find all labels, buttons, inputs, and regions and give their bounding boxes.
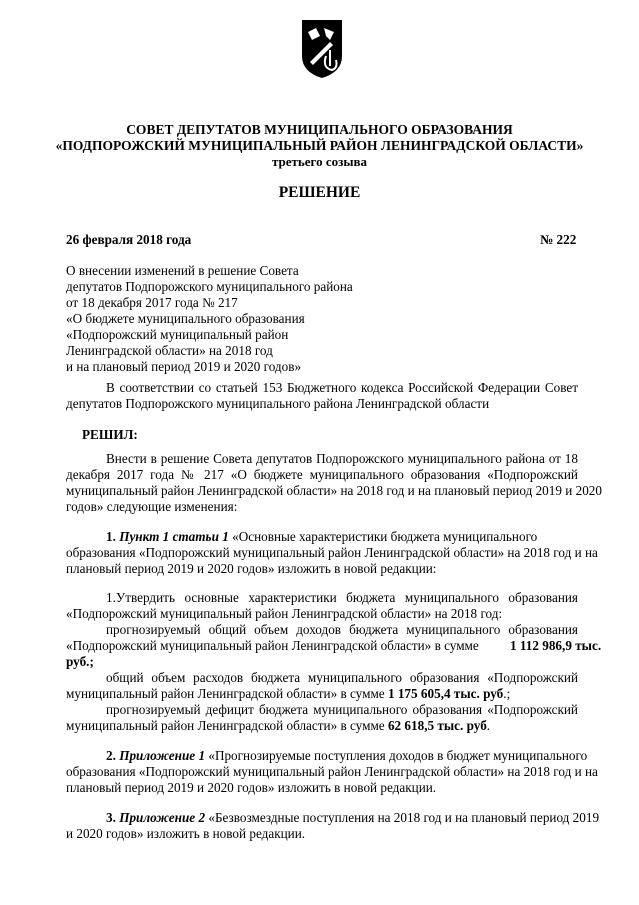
subject-line: «Подпорожский муниципальный район [66,327,289,342]
convocation: третьего созыва [271,154,368,169]
punctuation: .; [503,686,511,701]
deficit-amount: 62 618,5 тыс. руб [387,718,487,733]
expense-amount: 1 175 605,4 тыс. руб [387,686,504,701]
item-title: Пункт 1 статьи 1 [119,529,229,544]
revenue-line: прогнозируемый общий объем доходов бюджета муниципального образования [106,622,578,637]
item-number: 2. [106,748,116,763]
subject-line: Ленинградской области» на 2018 год [66,343,273,358]
item1-line: плановый период 2019 и 2020 годов» изложить в новой редакции: [66,561,437,576]
expense-line [66,686,510,702]
item-title: Приложение 2 [119,810,206,825]
municipality-name: «ПОДПОРОЖСКИЙ МУНИЦИПАЛЬНЫЙ РАЙОН ЛЕНИНГРАДСКОЙ ОБЛАСТИ» [55,138,584,153]
resolved-heading: РЕШИЛ: [82,427,138,442]
item-number: 1. [106,529,116,544]
revenue-amount-unit: руб.; [66,654,94,669]
subject-line: и на плановый период 2019 и 2020 годов» [66,359,302,374]
document-type: РЕШЕНИЕ [278,184,361,201]
deficit-line: прогнозируемый дефицит бюджета муниципального образования «Подпорожский [106,702,578,717]
preamble-line: депутатов Подпорожского муниципального района Ленинградской области [66,396,490,411]
expense-line: общий объем расходов бюджета муниципального образования «Подпорожский [106,670,578,685]
deficit-text: муниципальный район Ленинградской области» в сумме [66,718,385,733]
council-name: СОВЕТ ДЕПУТАТОВ МУНИЦИПАЛЬНОГО ОБРАЗОВАНИЯ [126,122,513,137]
item3-first-line [106,810,599,826]
deficit-line [66,718,490,734]
approve-line: 1.Утвердить основные характеристики бюджета муниципального образования [106,590,578,605]
intro-line: муниципальный район Ленинградской области» на 2018 год и на плановый период 2019 и 2020 [66,483,602,498]
subject-line: О внесении изменений в решение Совета [66,263,299,278]
revenue-text: «Подпорожский муниципальный район Ленинградской области» в сумме [66,638,479,653]
item2-first-line [106,748,587,764]
coat-of-arms-icon [300,18,344,80]
item3-line: и 2020 годов» изложить в новой редакции. [66,826,306,841]
intro-line: Внести в решение Совета депутатов Подпорожского муниципального района от 18 [106,451,578,466]
item-text: «Безвозмездные поступления на 2018 год и на плановый период 2019 [208,810,600,825]
item-text: «Основные характеристики бюджета муниципального [232,529,538,544]
document-number: № 222 [540,232,577,247]
item1-line: образования «Подпорожский муниципальный район Ленинградской области» на 2018 год и на [66,545,598,560]
item2-line: образования «Подпорожский муниципальный район Ленинградской области» на 2018 год и на [66,764,598,779]
item1-first-line [106,529,537,545]
item-title: Приложение 1 [119,748,206,763]
item-number: 3. [106,810,116,825]
intro-line: декабря 2017 года № 217 «О бюджете муниципального образования «Подпорожский [66,467,578,482]
item2-line: плановый период 2019 и 2020 годов» изложить в новой редакции. [66,780,437,795]
intro-line: годов» следующие изменения: [66,499,238,514]
revenue-amount: 1 112 986,9 тыс. [510,638,602,653]
expense-text: муниципальный район Ленинградской области» в сумме [66,686,385,701]
approve-line: «Подпорожский муниципальный район Ленинградской области» на 2018 год: [66,606,503,621]
subject-line: «О бюджете муниципального образования [66,311,305,326]
revenue-line [66,638,479,654]
punctuation: . [486,718,491,733]
item-text: «Прогнозируемые поступления доходов в бюджет муниципального [208,748,588,763]
preamble-line: В соответствии со статьей 153 Бюджетного кодекса Российской Федерации Совет [106,380,578,395]
subject-line: от 18 декабря 2017 года № 217 [66,295,238,310]
subject-line: депутатов Подпорожского муниципального района [66,279,353,294]
document-date: 26 февраля 2018 года [66,232,192,247]
